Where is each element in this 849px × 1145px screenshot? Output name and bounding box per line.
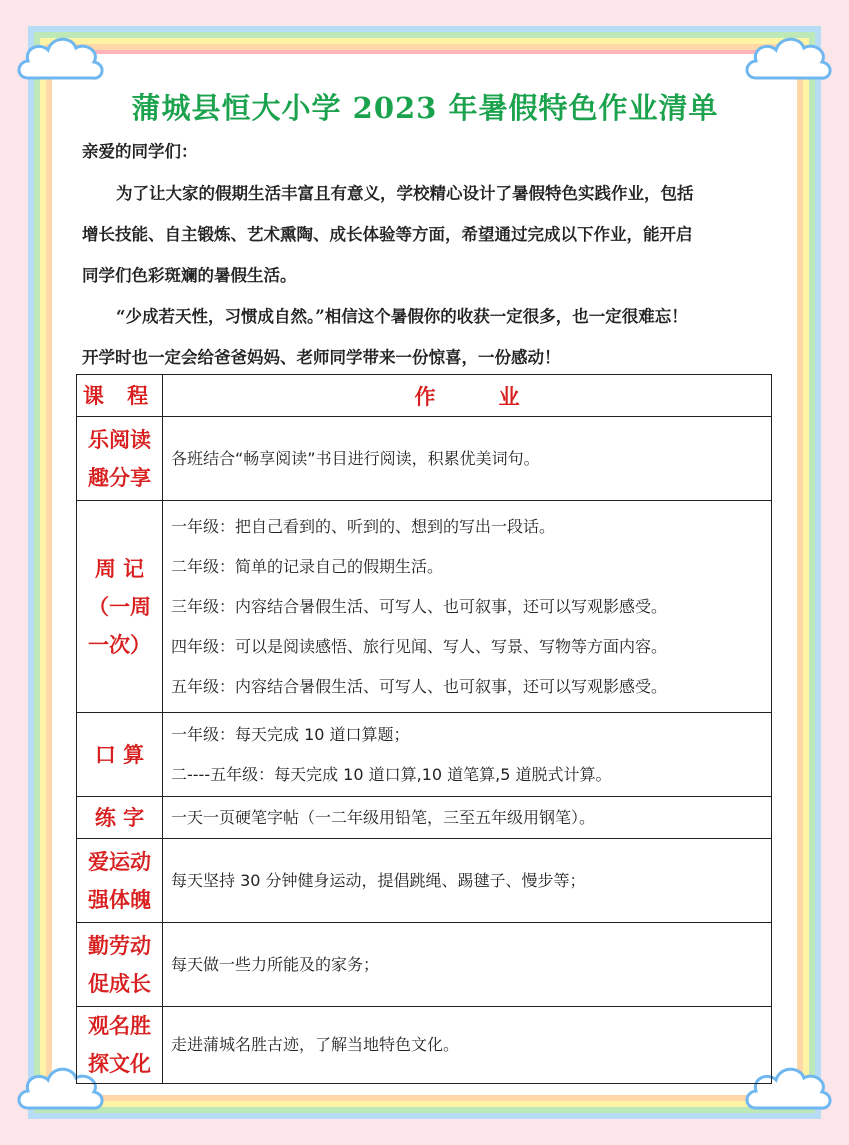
intro-line: 同学们色彩斑斓的暑假生活。 [82,266,297,285]
subject-cell: 勤劳动 促成长 [77,923,163,1007]
work-cell: 一天一页硬笔字帖（一二年级用铅笔，三至五年级用钢笔）。 [163,797,772,839]
subject-cell: 乐阅读 趣分享 [77,417,163,501]
work-cell: 一年级：把自己看到的、听到的、想到的写出一段话。 二年级：简单的记录自己的假期生活。 三年级：内容结合暑假生活、可写人、也可叙事，还可以写观影感受。 四年级：可以是阅读感悟、旅行见闻、写人、写景、写物等方面内容。 五年级：内容结合暑假生活、可写人、也可叙事，还可以写观影感受。 [163,501,772,713]
greeting: 亲爱的同学们： [82,142,198,161]
intro-line: 为了让大家的假期生活丰富且有意义，学校精心设计了暑假特色实践作业，包括 [116,184,694,203]
table-row [77,1007,772,1084]
intro-line: 开学时也一定会给爸爸妈妈、老师同学带来一份惊喜，一份感动！ [82,348,561,367]
subject-cell: 爱运动 强体魄 [77,839,163,923]
cloud-icon [14,28,106,86]
subject-cell: 观名胜 探文化 [77,1007,163,1084]
header-subject: 课 程 [77,375,163,417]
subject-cell: 口 算 [77,713,163,797]
subject-cell: 周 记 （一周 一次） [77,501,163,713]
intro-line: “少成若天性，习惯成自然。”相信这个暑假你的收获一定很多，也一定很难忘！ [116,307,688,326]
cloud-icon [742,28,834,86]
work-cell: 走进蒲城名胜古迹，了解当地特色文化。 [163,1007,772,1084]
page-title: 蒲城县恒大小学 2023 年暑假特色作业清单 [131,91,719,125]
table-row [77,923,772,1007]
table-row [77,417,772,501]
homework-table [76,374,772,1084]
header-work: 作 业 [163,375,772,417]
work-cell: 各班结合“畅享阅读”书目进行阅读，积累优美词句。 [163,417,772,501]
intro-line: 增长技能、自主锻炼、艺术熏陶、成长体验等方面，希望通过完成以下作业，能开启 [82,225,693,244]
table-header-row [77,375,772,417]
table-row [77,501,772,713]
table-row [77,713,772,797]
work-cell: 每天坚持 30 分钟健身运动，提倡跳绳、踢毽子、慢步等； [163,839,772,923]
work-cell: 每天做一些力所能及的家务； [163,923,772,1007]
subject-cell: 练 字 [77,797,163,839]
work-cell: 一年级：每天完成 10 道口算题； 二----五年级：每天完成 10 道口算,10 道笔算,5 道脱式计算。 [163,713,772,797]
table-row [77,797,772,839]
table-row [77,839,772,923]
